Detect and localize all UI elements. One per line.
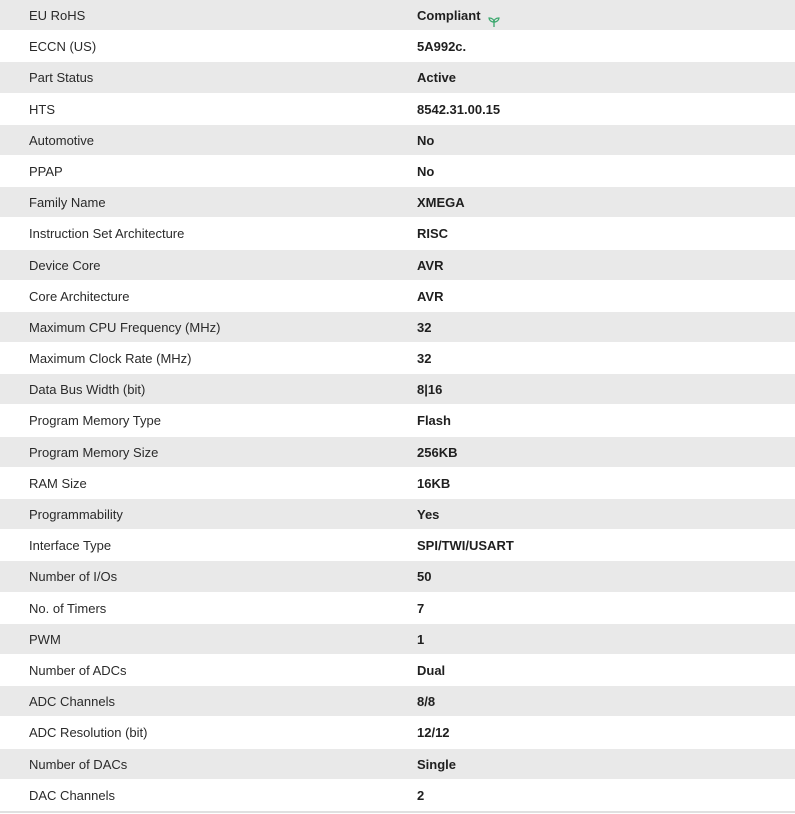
spec-value [417, 281, 443, 312]
spec-value-text: 2 [417, 787, 425, 803]
table-row [0, 437, 795, 468]
spec-value [417, 156, 434, 187]
spec-label: Family Name [29, 195, 106, 211]
spec-value-text: 8|16 [417, 382, 443, 398]
spec-value-text: SPI/TWI/USART [417, 538, 514, 554]
spec-label: Device Core [29, 257, 101, 273]
spec-value-text: Flash [417, 413, 451, 429]
spec-value [417, 405, 451, 436]
table-row [0, 343, 795, 374]
spec-label: Programmability [29, 507, 123, 522]
table-row [0, 156, 795, 187]
spec-value-text: RISC [417, 226, 449, 242]
spec-label: Number of DACs [29, 756, 128, 772]
spec-label: Automotive [29, 132, 95, 148]
table-row [0, 499, 795, 530]
table-row [0, 405, 795, 436]
table-row [0, 374, 795, 405]
spec-value [417, 749, 456, 780]
spec-label: RAM Size [29, 475, 87, 491]
spec-label: ADC Resolution (bit) [29, 725, 148, 741]
spec-label: PPAP [29, 163, 63, 179]
spec-value [417, 218, 448, 249]
spec-value [417, 374, 442, 405]
spec-value-text: No [417, 163, 435, 179]
table-row [0, 94, 795, 125]
spec-label: DAC Channels [29, 787, 115, 803]
spec-label: PWM [29, 631, 61, 647]
spec-label: ECCN (US) [29, 39, 97, 55]
spec-value-text: Yes [417, 507, 440, 522]
table-row [0, 281, 795, 312]
table-row [0, 0, 795, 31]
spec-value [417, 561, 431, 592]
spec-value [417, 717, 450, 748]
spec-value [417, 468, 450, 499]
table-row [0, 125, 795, 156]
spec-value-text: 8542.31.00.15 [417, 101, 501, 117]
table-row [0, 31, 795, 62]
spec-value [417, 686, 435, 717]
spec-value-text: Compliant [417, 8, 481, 23]
spec-value [417, 437, 457, 468]
spec-label: Core Architecture [29, 288, 130, 304]
spec-value-text: Active [417, 70, 457, 86]
spec-value [417, 593, 424, 624]
table-bottom-border [0, 811, 795, 813]
spec-value [417, 31, 466, 62]
table-row [0, 62, 795, 93]
spec-label: Program Memory Type [29, 413, 161, 429]
spec-value-text: 32 [417, 351, 432, 367]
spec-label: HTS [29, 101, 55, 117]
table-row [0, 250, 795, 281]
spec-value-text: 32 [417, 319, 432, 335]
spec-label: Number of I/Os [29, 569, 118, 585]
spec-value [417, 655, 445, 686]
table-row [0, 561, 795, 592]
spec-value-text: 50 [417, 569, 432, 585]
spec-label: Instruction Set Architecture [29, 226, 185, 242]
spec-label: Interface Type [29, 538, 112, 554]
spec-value [417, 125, 434, 156]
spec-value-text: 12/12 [417, 725, 450, 741]
spec-label: Part Status [29, 70, 94, 86]
spec-value-text: 256KB [417, 444, 458, 460]
spec-value-text: AVR [417, 288, 444, 304]
spec-value-text: 1 [417, 631, 425, 647]
table-row [0, 530, 795, 561]
table-row [0, 717, 795, 748]
spec-label: EU RoHS [29, 8, 86, 23]
spec-value [417, 187, 465, 218]
spec-value [417, 499, 439, 530]
spec-label: Maximum CPU Frequency (MHz) [29, 319, 221, 335]
spec-value [417, 62, 456, 93]
spec-value-text: No [417, 132, 435, 148]
table-row [0, 655, 795, 686]
spec-label: No. of Timers [29, 600, 107, 616]
spec-label: Number of ADCs [29, 662, 127, 678]
spec-label: Program Memory Size [29, 444, 159, 460]
spec-value [417, 94, 500, 125]
table-row [0, 312, 795, 343]
spec-label: Data Bus Width (bit) [29, 382, 146, 398]
table-row [0, 187, 795, 218]
spec-value-text: Dual [417, 662, 446, 678]
spec-value [417, 312, 431, 343]
table-row [0, 686, 795, 717]
spec-value-text: XMEGA [417, 195, 465, 211]
spec-label: Maximum Clock Rate (MHz) [29, 351, 192, 367]
table-row [0, 593, 795, 624]
spec-value-text: 16KB [417, 475, 451, 491]
spec-value [417, 530, 514, 561]
spec-value [417, 0, 501, 31]
spec-label: ADC Channels [29, 694, 115, 710]
spec-value-text: 5A992c. [417, 39, 467, 55]
table-row [0, 218, 795, 249]
spec-value [417, 250, 443, 281]
table-row [0, 749, 795, 780]
leaf-icon [487, 9, 501, 23]
spec-value [417, 780, 424, 811]
spec-value [417, 624, 424, 655]
spec-value-text: AVR [417, 257, 444, 273]
table-row [0, 624, 795, 655]
spec-value-text: 8/8 [417, 694, 436, 710]
spec-value-text: 7 [417, 600, 425, 616]
spec-value-text: Single [417, 756, 457, 772]
table-row [0, 780, 795, 811]
table-row [0, 468, 795, 499]
spec-value [417, 343, 431, 374]
